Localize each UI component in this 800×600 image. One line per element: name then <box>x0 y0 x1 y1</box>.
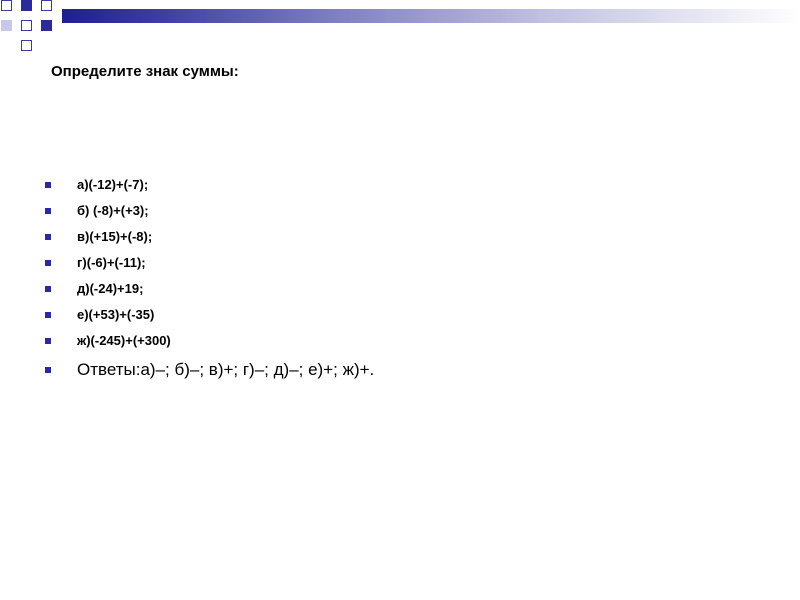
square-bullet-icon <box>45 260 51 266</box>
list-item <box>45 250 171 276</box>
decor-square <box>1 0 12 11</box>
exercise-text: ж)(-245)+(+300) <box>77 333 171 348</box>
list-item <box>45 198 171 224</box>
square-bullet-icon <box>45 338 51 344</box>
exercise-text: д)(-24)+19; <box>77 281 144 296</box>
square-bullet-icon <box>45 208 51 214</box>
exercise-text: г)(-6)+(-11); <box>77 255 146 270</box>
exercise-text: а)(-12)+(-7); <box>77 177 149 192</box>
list-item <box>45 172 171 198</box>
decor-square <box>21 0 32 11</box>
decor-square <box>41 0 52 11</box>
exercise-list <box>45 172 171 354</box>
square-bullet-icon <box>45 234 51 240</box>
decor-square <box>41 20 52 31</box>
answers-line <box>45 356 374 384</box>
slide-title: Определите знак суммы: <box>51 63 239 80</box>
decor-square <box>21 40 32 51</box>
square-bullet-icon <box>45 182 51 188</box>
list-item <box>45 302 171 328</box>
decor-square <box>1 20 12 31</box>
header-gradient-bar <box>62 9 800 23</box>
list-item <box>45 276 171 302</box>
square-bullet-icon <box>45 312 51 318</box>
square-bullet-icon <box>45 286 51 292</box>
exercise-text: б) (-8)+(+3); <box>77 203 149 218</box>
exercise-text: е)(+53)+(-35) <box>77 307 155 322</box>
answers-text: Ответы:а)–; б)–; в)+; г)–; д)–; е)+; ж)+. <box>77 360 375 379</box>
list-item <box>45 328 171 354</box>
square-bullet-icon <box>45 367 51 373</box>
exercise-text: в)(+15)+(-8); <box>77 229 153 244</box>
list-item <box>45 224 171 250</box>
decor-square <box>21 20 32 31</box>
